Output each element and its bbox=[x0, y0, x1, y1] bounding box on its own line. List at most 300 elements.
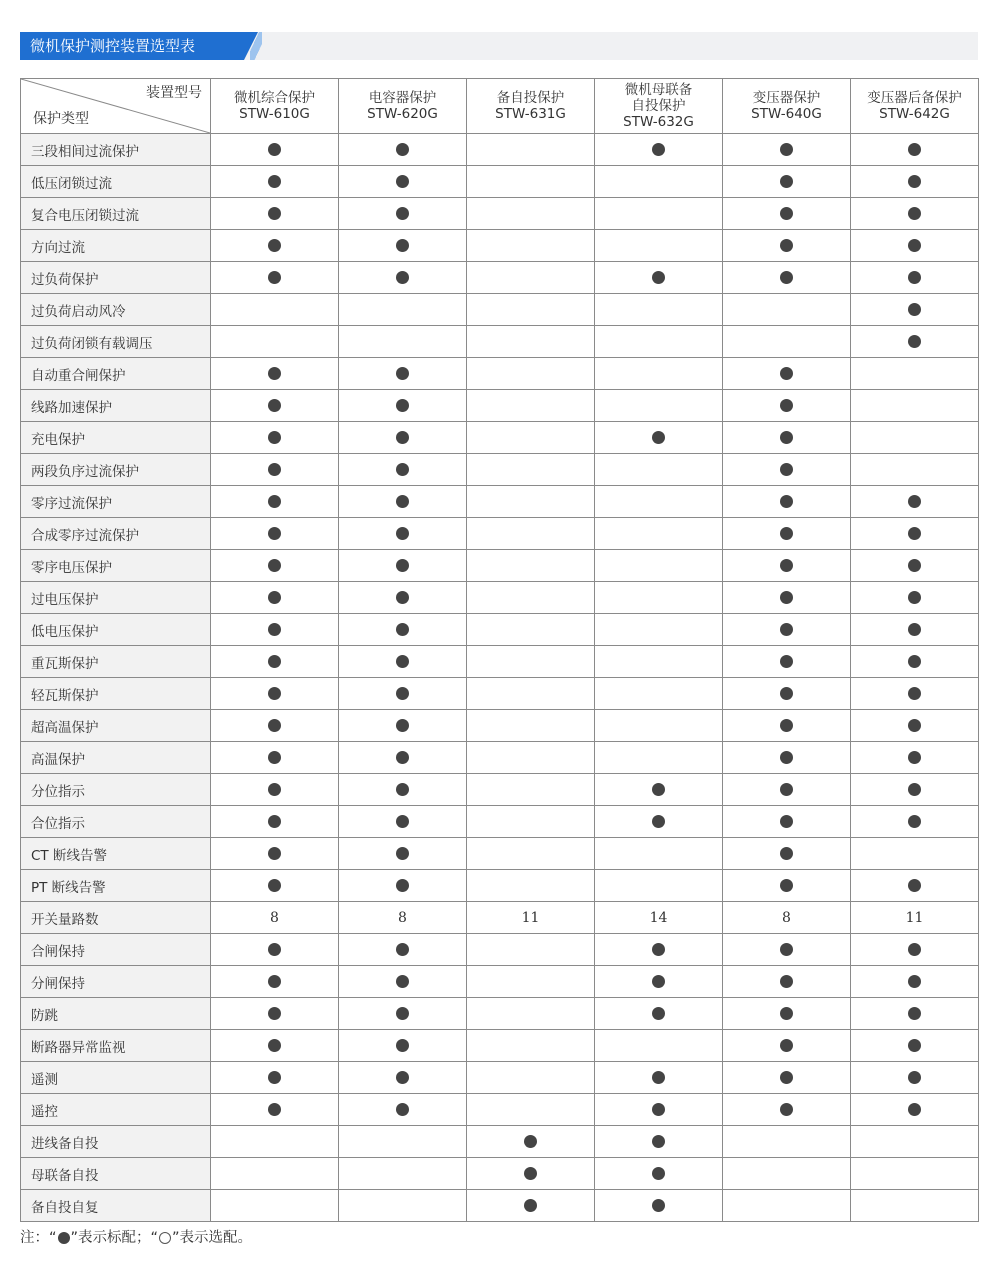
table-cell bbox=[723, 710, 851, 742]
filled-circle-icon bbox=[396, 463, 409, 476]
table-cell bbox=[851, 486, 979, 518]
empty-cell bbox=[595, 582, 723, 614]
empty-cell bbox=[595, 326, 723, 358]
table-cell bbox=[339, 1094, 467, 1126]
empty-cell bbox=[851, 454, 979, 486]
table-cell bbox=[723, 166, 851, 198]
filled-circle-icon bbox=[268, 847, 281, 860]
filled-circle-icon bbox=[268, 143, 281, 156]
filled-circle-icon bbox=[396, 591, 409, 604]
table-cell bbox=[595, 1190, 723, 1222]
table-cell bbox=[723, 742, 851, 774]
table-cell bbox=[339, 486, 467, 518]
table-cell bbox=[723, 934, 851, 966]
filled-circle-icon bbox=[268, 1007, 281, 1020]
empty-cell bbox=[595, 710, 723, 742]
table-row bbox=[21, 870, 979, 902]
empty-cell bbox=[467, 1030, 595, 1062]
table-row bbox=[21, 262, 979, 294]
filled-circle-icon bbox=[268, 591, 281, 604]
table-cell bbox=[723, 582, 851, 614]
table-cell bbox=[595, 422, 723, 454]
table-cell bbox=[723, 134, 851, 166]
empty-cell bbox=[467, 870, 595, 902]
filled-circle-icon bbox=[780, 239, 793, 252]
empty-cell bbox=[467, 614, 595, 646]
table-cell bbox=[851, 774, 979, 806]
table-cell bbox=[723, 454, 851, 486]
filled-circle-icon bbox=[908, 239, 921, 252]
cell-value: 11 bbox=[905, 909, 924, 926]
note-quote-open-1: “ bbox=[49, 1230, 57, 1246]
filled-circle-icon bbox=[780, 975, 793, 988]
table-row bbox=[21, 678, 979, 710]
table-cell bbox=[851, 870, 979, 902]
table-cell bbox=[211, 454, 339, 486]
row-label: 高温保护 bbox=[21, 742, 211, 774]
filled-circle-icon bbox=[652, 1103, 665, 1116]
table-cell bbox=[211, 742, 339, 774]
table-cell bbox=[595, 1062, 723, 1094]
table-cell bbox=[595, 1158, 723, 1190]
filled-circle-icon bbox=[780, 1039, 793, 1052]
table-cell bbox=[851, 902, 979, 934]
filled-circle-icon bbox=[652, 1199, 665, 1212]
filled-circle-icon bbox=[524, 1135, 537, 1148]
filled-circle-icon bbox=[780, 847, 793, 860]
table-cell bbox=[723, 614, 851, 646]
table-cell bbox=[339, 134, 467, 166]
table-row bbox=[21, 1158, 979, 1190]
empty-cell bbox=[467, 198, 595, 230]
empty-cell bbox=[851, 1190, 979, 1222]
empty-cell bbox=[595, 1030, 723, 1062]
table-cell bbox=[723, 646, 851, 678]
table-cell bbox=[851, 1030, 979, 1062]
empty-cell bbox=[467, 774, 595, 806]
row-label: 低电压保护 bbox=[21, 614, 211, 646]
row-label: 过负荷保护 bbox=[21, 262, 211, 294]
column-header bbox=[467, 79, 595, 134]
row-label: 遥测 bbox=[21, 1062, 211, 1094]
filled-circle-icon bbox=[908, 559, 921, 572]
row-label: 合成零序过流保护 bbox=[21, 518, 211, 550]
table-cell bbox=[723, 358, 851, 390]
filled-circle-icon bbox=[268, 751, 281, 764]
filled-circle-icon bbox=[268, 431, 281, 444]
table-row bbox=[21, 422, 979, 454]
table-cell bbox=[723, 262, 851, 294]
filled-circle-icon bbox=[780, 143, 793, 156]
corner-top-label: 装置型号 bbox=[146, 85, 202, 101]
filled-circle-icon bbox=[396, 719, 409, 732]
filled-circle-icon bbox=[780, 175, 793, 188]
filled-circle-icon bbox=[396, 143, 409, 156]
table-cell bbox=[723, 198, 851, 230]
filled-circle-icon bbox=[396, 239, 409, 252]
filled-circle-icon bbox=[268, 783, 281, 796]
empty-cell bbox=[467, 166, 595, 198]
empty-cell bbox=[851, 1158, 979, 1190]
table-cell bbox=[339, 646, 467, 678]
filled-circle-icon bbox=[908, 527, 921, 540]
empty-cell bbox=[851, 1126, 979, 1158]
empty-cell bbox=[467, 358, 595, 390]
table-cell bbox=[851, 710, 979, 742]
cell-value: 11 bbox=[521, 909, 540, 926]
table-cell bbox=[339, 262, 467, 294]
table-cell bbox=[851, 966, 979, 998]
title-bar bbox=[20, 32, 978, 60]
table-cell bbox=[851, 934, 979, 966]
table-row bbox=[21, 742, 979, 774]
note-quote-open-2: “ bbox=[150, 1230, 159, 1246]
table-cell bbox=[339, 582, 467, 614]
row-label: 防跳 bbox=[21, 998, 211, 1030]
empty-cell bbox=[595, 486, 723, 518]
filled-circle-icon bbox=[652, 815, 665, 828]
table-cell bbox=[211, 774, 339, 806]
table-row bbox=[21, 1062, 979, 1094]
empty-cell bbox=[851, 358, 979, 390]
selection-table bbox=[20, 78, 979, 1222]
filled-circle-icon bbox=[524, 1199, 537, 1212]
note-optional-text: ”表示选配。 bbox=[172, 1230, 253, 1246]
table-cell bbox=[339, 742, 467, 774]
title-chip-stripe bbox=[250, 32, 262, 60]
table-cell bbox=[211, 614, 339, 646]
row-label: 母联备自投 bbox=[21, 1158, 211, 1190]
table-cell bbox=[467, 1158, 595, 1190]
filled-circle-icon bbox=[780, 527, 793, 540]
filled-circle-icon bbox=[780, 399, 793, 412]
table-cell bbox=[339, 678, 467, 710]
table-cell bbox=[339, 358, 467, 390]
table-cell bbox=[339, 454, 467, 486]
empty-cell bbox=[467, 838, 595, 870]
table-cell bbox=[851, 1094, 979, 1126]
filled-circle-icon bbox=[396, 623, 409, 636]
table-cell bbox=[211, 934, 339, 966]
filled-circle-icon bbox=[396, 207, 409, 220]
row-label: 线路加速保护 bbox=[21, 390, 211, 422]
empty-cell bbox=[595, 838, 723, 870]
table-cell bbox=[211, 806, 339, 838]
empty-cell bbox=[467, 646, 595, 678]
table-cell bbox=[595, 774, 723, 806]
empty-cell bbox=[595, 294, 723, 326]
table-cell bbox=[595, 966, 723, 998]
row-label: 进线备自投 bbox=[21, 1126, 211, 1158]
table-cell bbox=[339, 390, 467, 422]
filled-circle-icon bbox=[652, 143, 665, 156]
empty-cell bbox=[211, 1190, 339, 1222]
column-name: 电容器保护 bbox=[368, 90, 437, 106]
empty-cell bbox=[723, 326, 851, 358]
table-row bbox=[21, 198, 979, 230]
column-model: STW-640G bbox=[751, 106, 822, 122]
table-cell bbox=[851, 294, 979, 326]
table-row bbox=[21, 294, 979, 326]
column-header bbox=[723, 79, 851, 134]
empty-cell bbox=[851, 422, 979, 454]
table-cell bbox=[211, 646, 339, 678]
table-cell bbox=[851, 582, 979, 614]
table-cell bbox=[339, 902, 467, 934]
row-label: 过负荷启动风冷 bbox=[21, 294, 211, 326]
table-row bbox=[21, 838, 979, 870]
table-row bbox=[21, 774, 979, 806]
table-cell bbox=[595, 134, 723, 166]
empty-cell bbox=[467, 806, 595, 838]
filled-circle-icon bbox=[268, 175, 281, 188]
table-cell bbox=[851, 166, 979, 198]
filled-circle-icon bbox=[908, 1103, 921, 1116]
filled-circle-icon bbox=[780, 1071, 793, 1084]
note-standard-text: ”表示标配； bbox=[70, 1230, 151, 1246]
empty-cell bbox=[595, 230, 723, 262]
filled-circle-icon bbox=[268, 367, 281, 380]
table-cell bbox=[595, 1126, 723, 1158]
filled-circle-icon bbox=[652, 1135, 665, 1148]
row-label: 零序过流保护 bbox=[21, 486, 211, 518]
table-cell bbox=[851, 230, 979, 262]
filled-circle-icon bbox=[780, 783, 793, 796]
filled-circle-icon bbox=[780, 655, 793, 668]
filled-circle-icon bbox=[780, 495, 793, 508]
page-title: 微机保护测控装置选型表 bbox=[20, 32, 244, 60]
empty-cell bbox=[339, 326, 467, 358]
filled-circle-icon bbox=[268, 463, 281, 476]
table-cell bbox=[211, 902, 339, 934]
filled-circle-icon bbox=[268, 271, 281, 284]
empty-cell bbox=[723, 294, 851, 326]
filled-circle-icon bbox=[908, 783, 921, 796]
filled-circle-icon bbox=[396, 175, 409, 188]
filled-circle-icon bbox=[268, 495, 281, 508]
empty-cell bbox=[467, 934, 595, 966]
empty-cell bbox=[467, 998, 595, 1030]
corner-header bbox=[21, 79, 211, 134]
table-row bbox=[21, 998, 979, 1030]
filled-circle-icon bbox=[652, 1007, 665, 1020]
empty-cell bbox=[211, 326, 339, 358]
row-label: 超高温保护 bbox=[21, 710, 211, 742]
filled-circle-icon bbox=[908, 143, 921, 156]
filled-circle-icon bbox=[908, 719, 921, 732]
filled-circle-icon bbox=[396, 815, 409, 828]
column-name: 微机母联备 自投保护 bbox=[624, 82, 693, 114]
table-row bbox=[21, 326, 979, 358]
filled-circle-icon bbox=[268, 687, 281, 700]
column-header bbox=[339, 79, 467, 134]
filled-circle-icon bbox=[524, 1167, 537, 1180]
table-cell bbox=[723, 1030, 851, 1062]
row-label: 轻瓦斯保护 bbox=[21, 678, 211, 710]
filled-circle-icon bbox=[268, 1039, 281, 1052]
empty-cell bbox=[339, 1158, 467, 1190]
filled-circle-icon bbox=[396, 943, 409, 956]
table-cell bbox=[339, 934, 467, 966]
filled-circle-icon bbox=[908, 271, 921, 284]
filled-circle-icon bbox=[268, 527, 281, 540]
table-cell bbox=[211, 1062, 339, 1094]
filled-circle-icon bbox=[908, 335, 921, 348]
column-name: 备自投保护 bbox=[496, 90, 565, 106]
empty-cell bbox=[595, 742, 723, 774]
row-label: 分闸保持 bbox=[21, 966, 211, 998]
table-cell bbox=[723, 518, 851, 550]
filled-circle-icon bbox=[268, 1103, 281, 1116]
filled-circle-icon bbox=[652, 943, 665, 956]
table-cell bbox=[723, 966, 851, 998]
table-cell bbox=[211, 486, 339, 518]
filled-circle-icon bbox=[652, 1071, 665, 1084]
filled-circle-icon bbox=[908, 207, 921, 220]
empty-cell bbox=[467, 518, 595, 550]
filled-circle-icon bbox=[396, 1007, 409, 1020]
empty-cell bbox=[339, 1126, 467, 1158]
empty-cell bbox=[339, 294, 467, 326]
table-cell bbox=[851, 742, 979, 774]
table-cell bbox=[339, 550, 467, 582]
cell-value: 8 bbox=[398, 909, 407, 926]
filled-circle-icon bbox=[780, 943, 793, 956]
table-cell bbox=[211, 582, 339, 614]
empty-cell bbox=[851, 838, 979, 870]
table-cell bbox=[723, 902, 851, 934]
table-row bbox=[21, 134, 979, 166]
column-header bbox=[595, 79, 723, 134]
filled-circle-icon bbox=[908, 1007, 921, 1020]
filled-circle-icon bbox=[652, 783, 665, 796]
table-cell bbox=[595, 902, 723, 934]
table-row bbox=[21, 966, 979, 998]
table-cell bbox=[211, 1094, 339, 1126]
table-cell bbox=[339, 1030, 467, 1062]
empty-cell bbox=[467, 678, 595, 710]
table-cell bbox=[211, 358, 339, 390]
footnote bbox=[20, 1226, 252, 1247]
empty-cell bbox=[595, 358, 723, 390]
table-header-row bbox=[21, 79, 979, 134]
filled-circle-icon bbox=[780, 431, 793, 444]
table-cell bbox=[851, 998, 979, 1030]
table-row bbox=[21, 614, 979, 646]
table-cell bbox=[595, 806, 723, 838]
filled-circle-icon bbox=[396, 431, 409, 444]
table-cell bbox=[723, 838, 851, 870]
table-cell bbox=[851, 134, 979, 166]
empty-cell bbox=[723, 1190, 851, 1222]
filled-circle-icon bbox=[652, 271, 665, 284]
filled-circle-icon bbox=[908, 495, 921, 508]
filled-circle-icon bbox=[396, 847, 409, 860]
filled-circle-icon bbox=[908, 303, 921, 316]
table-cell bbox=[851, 646, 979, 678]
table-row bbox=[21, 230, 979, 262]
filled-circle-icon bbox=[780, 879, 793, 892]
empty-cell bbox=[467, 966, 595, 998]
filled-circle-icon bbox=[396, 687, 409, 700]
filled-circle-icon bbox=[780, 559, 793, 572]
empty-cell bbox=[595, 646, 723, 678]
table-cell bbox=[211, 390, 339, 422]
filled-circle-icon bbox=[268, 239, 281, 252]
filled-circle-icon bbox=[908, 1071, 921, 1084]
filled-circle-icon bbox=[908, 751, 921, 764]
filled-circle-icon bbox=[780, 719, 793, 732]
table-cell bbox=[211, 870, 339, 902]
empty-cell bbox=[467, 710, 595, 742]
column-model: STW-642G bbox=[879, 106, 950, 122]
table-cell bbox=[211, 678, 339, 710]
table-cell bbox=[211, 550, 339, 582]
table-cell bbox=[211, 838, 339, 870]
table-cell bbox=[211, 134, 339, 166]
filled-circle-icon bbox=[780, 463, 793, 476]
table-cell bbox=[211, 422, 339, 454]
row-label: 三段相间过流保护 bbox=[21, 134, 211, 166]
column-model: STW-610G bbox=[239, 106, 310, 122]
table-cell bbox=[595, 262, 723, 294]
table-cell bbox=[723, 1062, 851, 1094]
filled-circle-icon bbox=[780, 1103, 793, 1116]
filled-circle-icon bbox=[396, 399, 409, 412]
empty-cell bbox=[467, 582, 595, 614]
table-cell bbox=[467, 1126, 595, 1158]
empty-cell bbox=[211, 1158, 339, 1190]
filled-circle-icon bbox=[268, 623, 281, 636]
table-cell bbox=[723, 998, 851, 1030]
table-cell bbox=[339, 998, 467, 1030]
filled-circle-icon bbox=[396, 975, 409, 988]
filled-circle-icon bbox=[908, 975, 921, 988]
empty-cell bbox=[467, 230, 595, 262]
filled-circle-icon bbox=[396, 367, 409, 380]
empty-cell bbox=[595, 550, 723, 582]
table-cell bbox=[595, 998, 723, 1030]
filled-circle-icon bbox=[396, 559, 409, 572]
filled-circle-icon bbox=[396, 879, 409, 892]
filled-circle-icon bbox=[396, 655, 409, 668]
table-cell bbox=[339, 614, 467, 646]
table-cell bbox=[595, 1094, 723, 1126]
filled-circle-icon bbox=[268, 399, 281, 412]
filled-circle-icon bbox=[268, 1071, 281, 1084]
filled-circle-icon bbox=[652, 975, 665, 988]
filled-circle-icon bbox=[268, 943, 281, 956]
row-label: 方向过流 bbox=[21, 230, 211, 262]
filled-circle-icon bbox=[780, 751, 793, 764]
table-cell bbox=[851, 614, 979, 646]
empty-cell bbox=[467, 390, 595, 422]
column-model: STW-631G bbox=[495, 106, 566, 122]
empty-cell bbox=[595, 614, 723, 646]
table-cell bbox=[723, 486, 851, 518]
table-cell bbox=[467, 902, 595, 934]
cell-value: 8 bbox=[270, 909, 279, 926]
column-header bbox=[851, 79, 979, 134]
table-row bbox=[21, 358, 979, 390]
table-cell bbox=[339, 166, 467, 198]
table-row bbox=[21, 1094, 979, 1126]
table-cell bbox=[339, 870, 467, 902]
empty-cell bbox=[339, 1190, 467, 1222]
table-cell bbox=[723, 390, 851, 422]
table-row bbox=[21, 582, 979, 614]
empty-cell bbox=[211, 294, 339, 326]
